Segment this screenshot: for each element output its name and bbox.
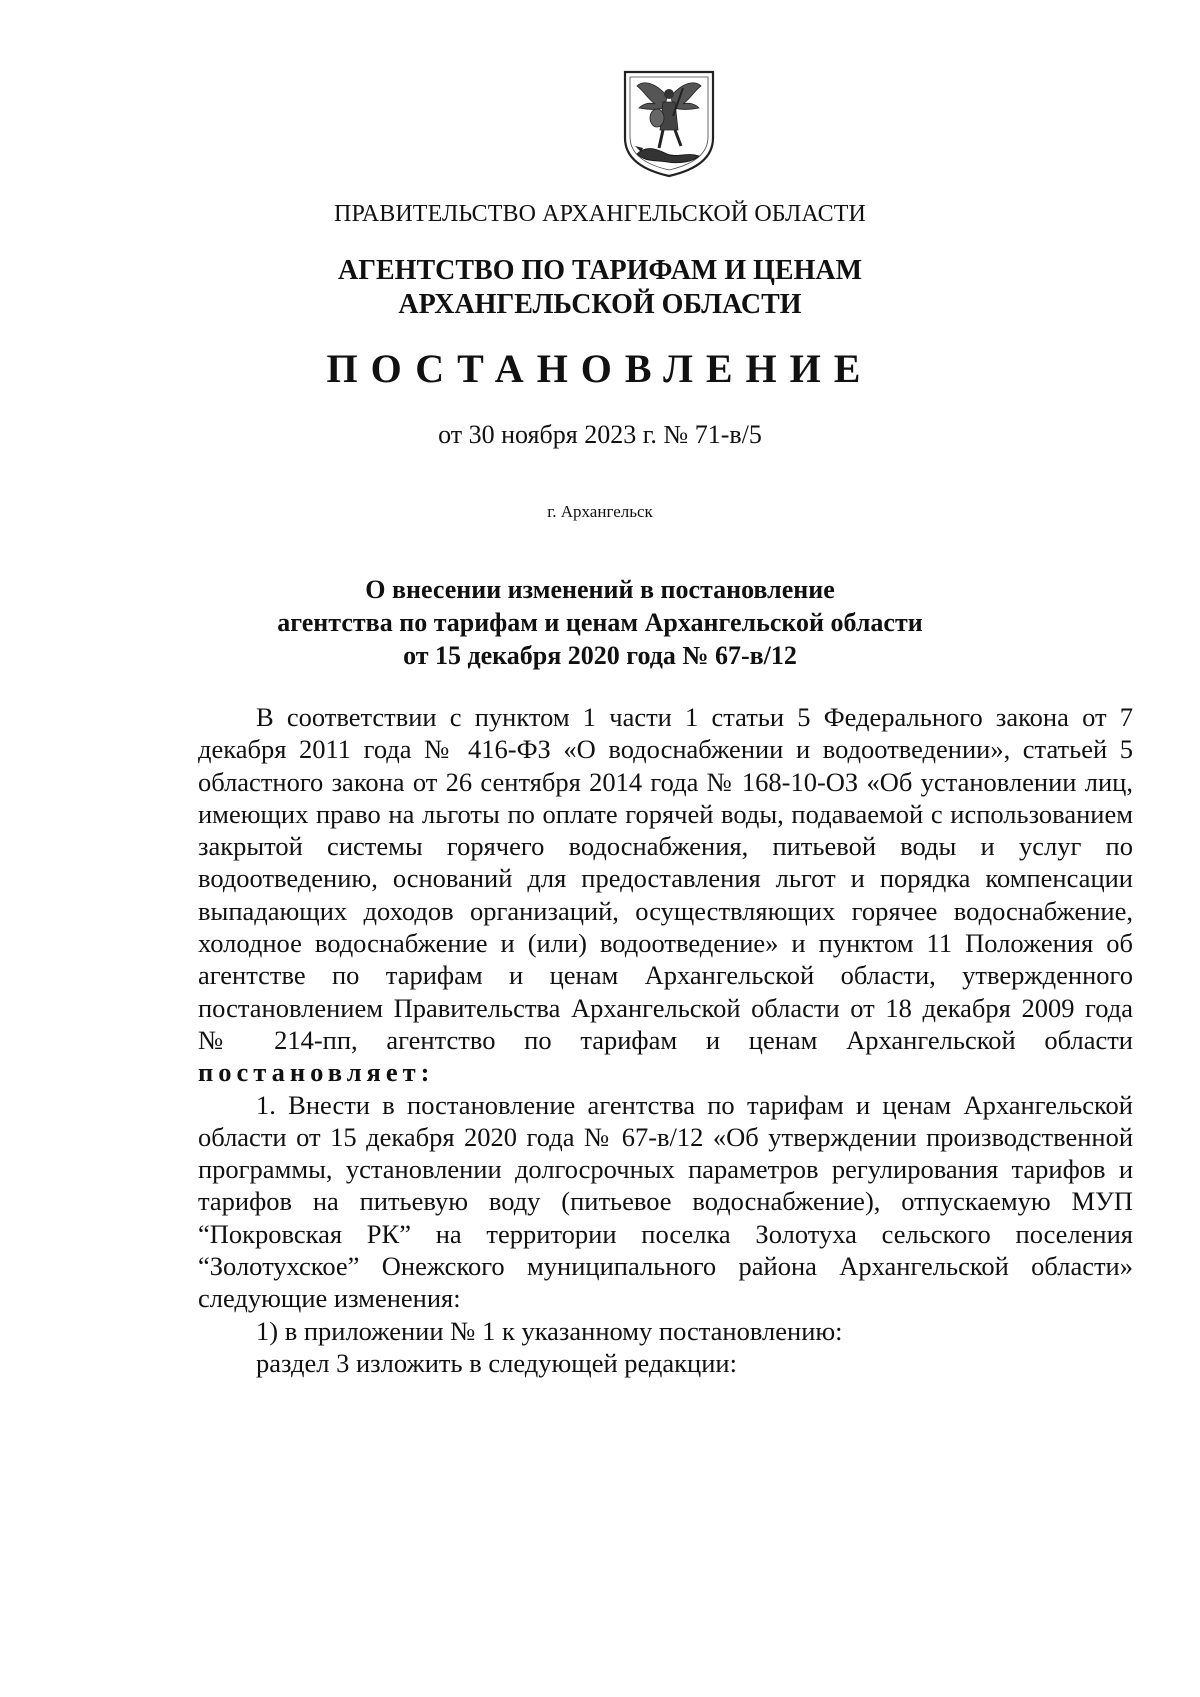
document-body [198,701,1133,1379]
agency-name-line-1: АГЕНТСТВО ПО ТАРИФАМ И ЦЕНАМ [337,255,863,286]
subject-line-1: О внесении изменений в постановление [365,575,835,604]
preamble-text: В соответствии с пунктом 1 части 1 статьи 5 Федерального закона от 7 декабря 2011 года № 416-ФЗ «О водоснабжении и водоотведении», статьей 5 областного закона от 26 сентября 2014 года № 168-10-ОЗ «Об установлении лиц, имеющих право на льготы по оплате горячей воды, подаваемой с использованием закрытой системы горячего водоснабжения, питьевой воды и услуг по водоотведению, оснований для предоставления льгот и порядка компенсации выпадающих доходов организаций, осуществляющих горячее водоснабжение, холодное водоснабжение и (или) водоотведение» и пунктом 11 Положения об агентстве по тарифам и ценам Архангельской области, утвержденного постановлением Правительства Архангельской области от 18 декабря 2009 года № 214-пп, агентство по тарифам и ценам Архангельской области [198,702,1133,1055]
subitem-1-paragraph: 1) в приложении № 1 к указанному постановлению: [256,1315,843,1346]
item-1-paragraph: 1. Внести в постановление агентства по тарифам и ценам Архангельской области от 15 декабря 2020 года № 67-в/12 «Об утверждении производственной программы, установлении долгосрочных параметров регулирования тарифов и тарифов на питьевую воду (питьевое водоснабжение), отпускаемую МУП “Покровская РК” на территории поселка Золотуха сельского поселения “Золотухское” Онежского муниципального района Архангельской области» следующие изменения: [198,1089,1133,1314]
document-type-title: ПОСТАНОВЛЕНИЕ [326,346,874,391]
document-city: г. Архангельск [547,502,653,521]
subject-line-2: агентства по тарифам и ценам Архангельской области [277,608,923,637]
coat-of-arms-icon [621,68,717,180]
section-note-paragraph: раздел 3 изложить в следующей редакции: [256,1347,737,1378]
subject-line-3: от 15 декабря 2020 года № 67-в/12 [403,641,797,670]
government-name: ПРАВИТЕЛЬСТВО АРХАНГЕЛЬСКОЙ ОБЛАСТИ [334,201,866,227]
preamble-paragraph [198,701,1133,1089]
agency-name-line-2: АРХАНГЕЛЬСКОЙ ОБЛАСТИ [398,289,802,320]
resolves-keyword: постановляет: [198,1057,435,1088]
document-date-number: от 30 ноября 2023 г. № 71-в/5 [438,420,762,449]
